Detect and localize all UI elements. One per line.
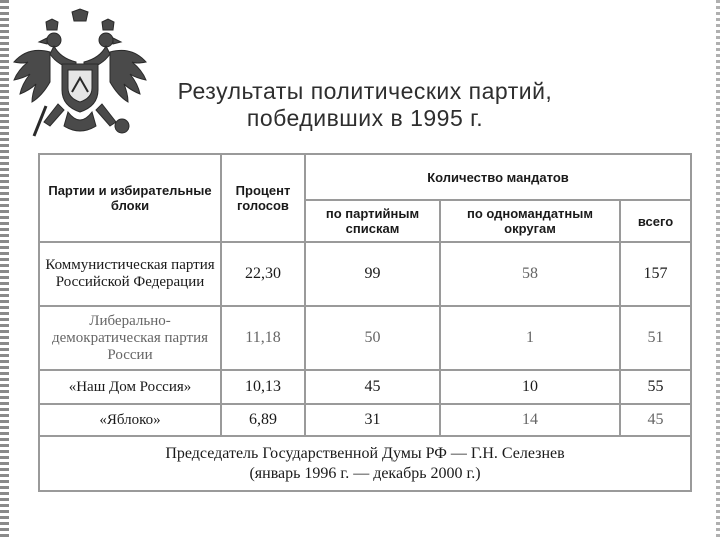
- districts-value: 58: [440, 242, 620, 306]
- chairman-line: Председатель Государственной Думы РФ — Г.Н. Селезнев: [165, 444, 565, 462]
- total-value: 45: [620, 404, 691, 436]
- title-line-1: Результаты политических партий,: [177, 78, 553, 104]
- districts-value: 10: [440, 370, 620, 404]
- chairman-note: [39, 436, 691, 491]
- header-by-districts: по одномандатным округам: [440, 200, 620, 242]
- party-name: «Яблоко»: [39, 404, 221, 436]
- double-headed-eagle-icon: [10, 8, 150, 148]
- right-edge-decoration: [716, 0, 720, 540]
- election-results-table: [38, 153, 692, 492]
- lists-value: 99: [305, 242, 440, 306]
- districts-value: 14: [440, 404, 620, 436]
- header-mandates: Количество мандатов: [305, 154, 691, 200]
- total-value: 55: [620, 370, 691, 404]
- party-name: Коммунистическая партия Российской Федерации: [39, 242, 221, 306]
- table-footer-row: [39, 436, 691, 491]
- table-row: [39, 370, 691, 404]
- percent-value: 11,18: [221, 306, 305, 370]
- table-row: [39, 306, 691, 370]
- left-edge-decoration: [0, 0, 9, 540]
- party-name: Либерально-демократическая партия России: [39, 306, 221, 370]
- lists-value: 31: [305, 404, 440, 436]
- total-value: 51: [620, 306, 691, 370]
- table-row: [39, 242, 691, 306]
- percent-value: 22,30: [221, 242, 305, 306]
- header-percent: Процент голосов: [221, 154, 305, 242]
- page-title: [170, 78, 560, 132]
- party-name: «Наш Дом Россия»: [39, 370, 221, 404]
- lists-value: 50: [305, 306, 440, 370]
- percent-value: 10,13: [221, 370, 305, 404]
- percent-value: 6,89: [221, 404, 305, 436]
- table-row: [39, 404, 691, 436]
- lists-value: 45: [305, 370, 440, 404]
- header-total: всего: [620, 200, 691, 242]
- chairman-term: (январь 1996 г. — декабрь 2000 г.): [249, 464, 481, 482]
- total-value: 157: [620, 242, 691, 306]
- header-by-lists: по партийным спискам: [305, 200, 440, 242]
- title-line-2: победивших в 1995 г.: [246, 105, 484, 131]
- districts-value: 1: [440, 306, 620, 370]
- header-party: Партии и избирательные блоки: [39, 154, 221, 242]
